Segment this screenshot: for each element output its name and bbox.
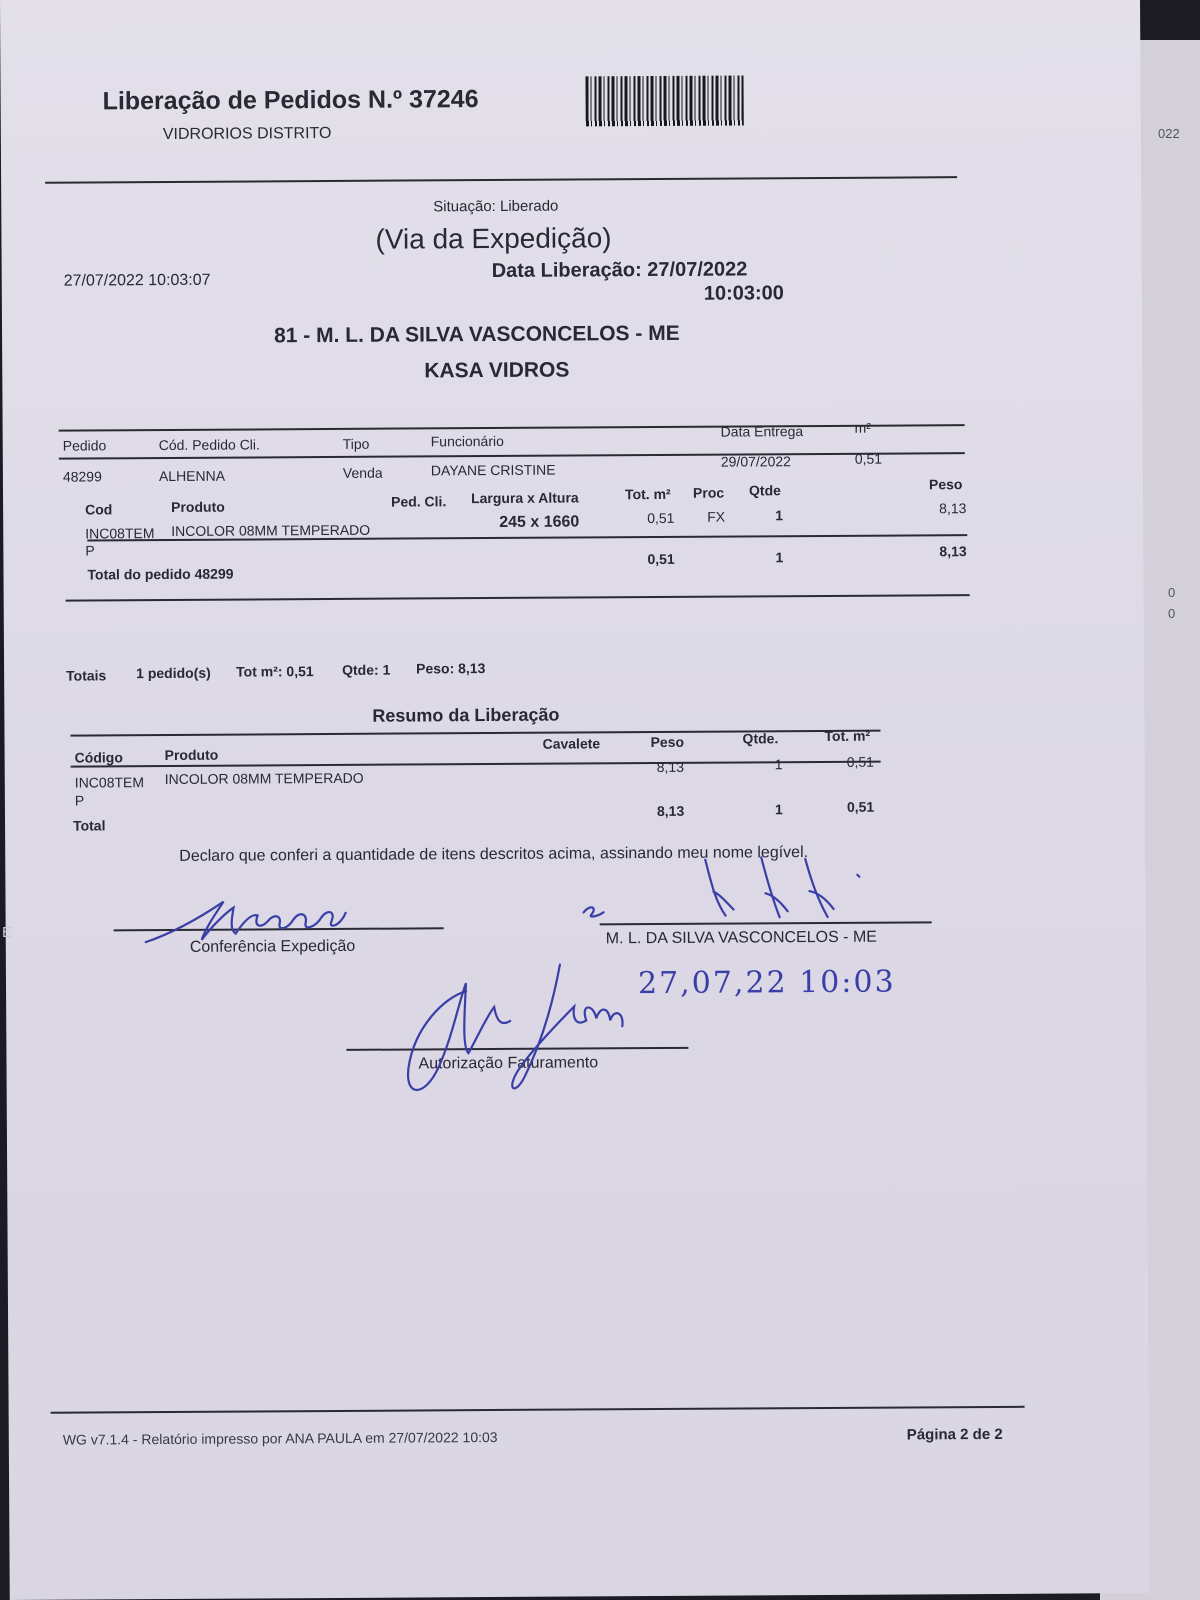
divider — [45, 176, 957, 184]
totals-m2: Tot m²: 0,51 — [236, 663, 314, 680]
order-total-qtde: 1 — [775, 549, 784, 566]
conferencia-signature — [135, 893, 365, 954]
item-cod: INC08TEM — [85, 525, 155, 542]
col-header-funcionario: Funcionário — [430, 432, 504, 450]
item-qtde: 1 — [775, 507, 784, 524]
totals-label: Totais — [66, 667, 107, 684]
resumo-tot-m2: 0,51 — [846, 753, 874, 770]
item-dimensions: 245 x 1660 — [499, 513, 580, 531]
col-header-data-entrega: Data Entrega — [720, 423, 804, 440]
situacao-status: Situação: Liberado — [433, 197, 559, 216]
order-total-m2: 0,51 — [647, 550, 675, 568]
col-header-tipo: Tipo — [342, 435, 370, 452]
order-total-label: Total do pedido 48299 — [87, 565, 234, 583]
resumo-total-tot-m2: 0,51 — [846, 798, 875, 815]
item-header-qtde: Qtde — [748, 482, 781, 499]
company-name: VIDRORIOS DISTRITO — [162, 124, 332, 144]
resumo-codigo: INC08TEM — [74, 774, 145, 791]
col-header-pedido: Pedido — [62, 437, 107, 454]
footer-printed-by: WG v7.1.4 - Relatório impresso por ANA PAULA em 27/07/2022 10:03 — [62, 1428, 498, 1448]
resumo-total-peso: 8,13 — [656, 802, 685, 820]
totals-pedidos: 1 pedido(s) — [136, 664, 211, 682]
resumo-codigo-cont: P — [74, 792, 85, 809]
col-header-m2: m² — [854, 419, 872, 436]
background-fragment: 0 — [1168, 606, 1176, 621]
order-data-entrega: 29/07/2022 — [720, 453, 791, 470]
item-peso: 8,13 — [939, 500, 967, 517]
via-title: (Via da Expedição) — [375, 222, 612, 255]
cliente-label: M. L. DA SILVA VASCONCELOS - ME — [605, 928, 877, 948]
conferencia-label: Conferência Expedição — [189, 937, 356, 956]
item-header-largura-altura: Largura x Altura — [471, 489, 579, 507]
resumo-qtde: 1 — [774, 756, 783, 773]
print-datetime: 27/07/2022 10:03:07 — [63, 271, 211, 290]
item-header-cod: Cod — [85, 501, 113, 518]
resumo-total-label: Total — [72, 817, 106, 834]
declaration-text: Declaro que conferi a quantidade de itens descritos acima, assinando meu nome legível. — [179, 844, 809, 865]
resumo-peso: 8,13 — [656, 758, 684, 776]
totals-qtde: Qtde: 1 — [342, 661, 391, 678]
resumo-header-qtde: Qtde. — [742, 730, 779, 747]
item-produto: INCOLOR 08MM TEMPERADO — [171, 521, 371, 539]
totals-peso: Peso: 8,13 — [416, 660, 486, 677]
order-funcionario: DAYANE CRISTINE — [430, 461, 556, 479]
item-proc: FX — [707, 508, 726, 525]
client-name: 81 - M. L. DA SILVA VASCONCELOS - ME — [273, 321, 680, 348]
resumo-title: Resumo da Liberação — [372, 704, 560, 726]
autorizacao-label: Autorização Faturamento — [418, 1054, 599, 1073]
order-m2: 0,51 — [854, 450, 883, 467]
order-total-peso: 8,13 — [939, 543, 967, 560]
item-header-ped-cli: Ped. Cli. — [391, 493, 447, 510]
resumo-header-tot-m2: Tot. m² — [824, 727, 871, 744]
order-cod-pedido-cli: ALHENNA — [158, 467, 226, 485]
table-top-rule — [59, 424, 965, 431]
item-header-tot-m2: Tot. m² — [624, 485, 671, 503]
background-fragment: E — [2, 924, 13, 941]
footer-rule — [51, 1406, 1025, 1414]
item-header-peso: Peso — [928, 476, 963, 493]
background-fragment: 022 — [1158, 126, 1180, 141]
resumo-header-produto: Produto — [164, 746, 219, 764]
order-end-rule — [66, 594, 970, 602]
data-liberacao: Data Liberação: 27/07/2022 — [491, 258, 748, 283]
resumo-header-codigo: Código — [74, 749, 123, 766]
barcode — [585, 75, 743, 126]
cliente-signature — [575, 853, 895, 935]
document-title: Liberação de Pedidos N.º 37246 — [102, 85, 479, 116]
background-fragment: 0 — [1168, 585, 1176, 600]
item-tot-m2: 0,51 — [647, 509, 675, 527]
resumo-header-peso: Peso — [650, 733, 685, 751]
item-header-proc: Proc — [692, 484, 725, 501]
handwritten-date: 27,07,22 10:03 — [637, 964, 896, 1002]
autorizacao-signature — [404, 956, 635, 1117]
footer-page-number: Página 2 de 2 — [906, 1425, 1003, 1444]
item-cod-cont: P — [85, 542, 95, 559]
col-header-cod-pedido-cli: Cód. Pedido Cli. — [158, 436, 260, 454]
table-header-rule — [59, 452, 965, 459]
item-header-produto: Produto — [171, 498, 225, 515]
order-pedido: 48299 — [62, 468, 102, 485]
client-trade-name: KASA VIDROS — [424, 358, 570, 383]
resumo-produto: INCOLOR 08MM TEMPERADO — [164, 769, 364, 788]
resumo-total-qtde: 1 — [774, 801, 783, 818]
resumo-header-cavalete: Cavalete — [542, 735, 601, 752]
order-tipo: Venda — [342, 464, 383, 481]
data-liberacao-time: 10:03:00 — [703, 282, 784, 305]
